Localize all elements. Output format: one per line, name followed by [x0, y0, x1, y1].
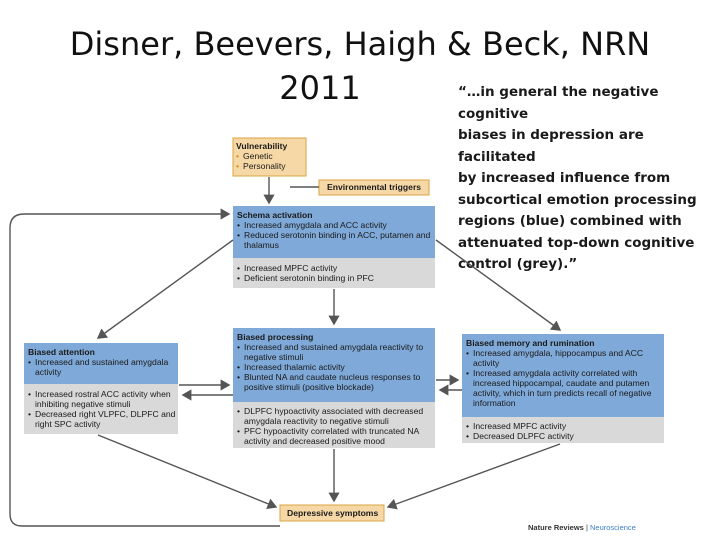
memory-heading: Biased memory and rumination: [466, 338, 595, 348]
schema-item: • Reduced serotonin binding in ACC, putamen and thalamus: [237, 230, 433, 250]
attention-item: • Increased and sustained amygdala activity: [28, 357, 176, 377]
arrow-schema-to-attention: [98, 240, 233, 338]
processing-item: • Increased thalamic activity: [237, 362, 433, 372]
arrow-schema-to-memory: [436, 240, 560, 330]
processing-item: • Increased and sustained amygdala reactivity to negative stimuli: [237, 342, 433, 362]
memory-item: • Increased amygdala activity correlated with increased hippocampal, caudate and putamen activity, which in turn predicts recall of negative information: [466, 368, 662, 408]
processing-item: • DLPFC hypoactivity associated with decreased amygdala reactivity to negative stimuli: [237, 406, 433, 426]
attention-blue-text: [28, 347, 176, 377]
title-line-1: Disner, Beevers, Haigh & Beck, NRN: [69, 25, 651, 63]
schema-item: • Increased MPFC activity: [237, 263, 433, 273]
arrow-memory-to-symptoms: [388, 444, 560, 507]
memory-item: • Increased amygdala, hippocampus and ACC activity: [466, 348, 662, 368]
quote-text: “…in general the negative cognitive biases in depression are facilitated by increased influence from subcortical emotion processing regions (blue) combined with attenuated top-down cognitive control (grey).”: [458, 84, 697, 272]
schema-blue-text: [237, 210, 433, 250]
schema-grey-text: [237, 263, 433, 283]
processing-blue-text: [237, 332, 433, 392]
attention-heading: Biased attention: [28, 347, 95, 357]
schema-heading: Schema activation: [237, 210, 313, 220]
journal-credit: Nature Reviews | Neuroscience: [528, 523, 636, 532]
processing-item: • Blunted NA and caudate nucleus responses to positive stimuli (positive blockade): [237, 372, 433, 392]
vulnerability-heading: Vulnerability: [236, 141, 288, 151]
processing-heading: Biased processing: [237, 332, 314, 342]
processing-item: • PFC hypoactivity correlated with truncated NA activity and decreased positive mood: [237, 426, 433, 446]
attention-item: • Increased rostral ACC activity when inhibiting negative stimuli: [28, 389, 176, 409]
schema-item: • Increased amygdala and ACC activity: [237, 220, 433, 230]
memory-item: • Decreased DLPFC activity: [466, 431, 662, 441]
depressive-symptoms-label: Depressive symptoms: [287, 508, 379, 518]
attention-item: • Decreased right VLPFC, DLPFC and right SPC activity: [28, 409, 176, 429]
vulnerability-item: • Genetic: [236, 151, 306, 161]
vulnerability-item: • Personality: [236, 161, 306, 171]
memory-grey-text: [466, 421, 662, 441]
environmental-triggers-label: Environmental triggers: [327, 182, 422, 192]
memory-blue-text: [466, 338, 662, 408]
schema-item: • Deficient serotonin binding in PFC: [237, 273, 433, 283]
memory-item: • Increased MPFC activity: [466, 421, 662, 431]
journal-section: Neuroscience: [589, 523, 636, 532]
title-line-2: 2011: [279, 69, 361, 107]
journal-name: Nature Reviews: [528, 523, 584, 532]
processing-grey-text: [237, 406, 433, 446]
attention-grey-text: [28, 389, 176, 429]
vulnerability-text: [236, 141, 306, 171]
